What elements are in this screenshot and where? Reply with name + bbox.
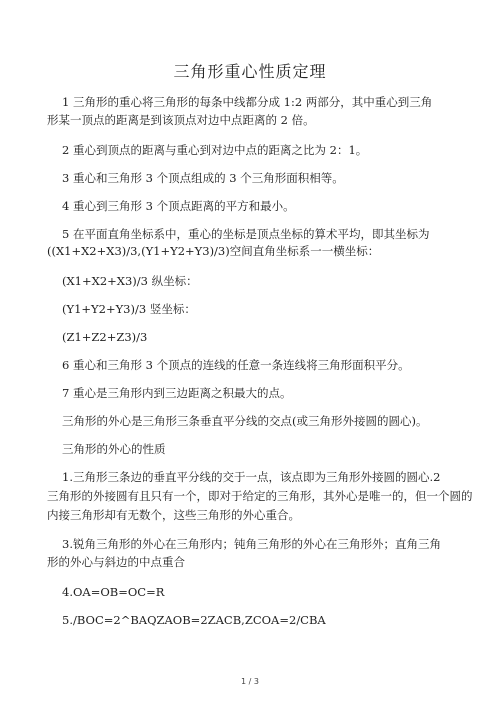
paragraph-line: (X1+X2+X3)/3 纵坐标：: [62, 274, 198, 288]
paragraph-line: 内接三角形却有无数个，这些三角形的外心重合。: [47, 508, 300, 522]
paragraph-line: 1.三角形三条边的垂直平分线的交于一点，该点即为三角形外接圆的圆心.2: [62, 470, 441, 484]
paragraph-line: 1 三角形的重心将三角形的每条中线都分成 1:2 两部分，其中重心到三角: [62, 95, 433, 109]
paragraph-line: 4.OA=OB=OC=R: [62, 585, 165, 599]
paragraph-line: 3 重心和三角形 3 个顶点组成的 3 个三角形面积相等。: [62, 171, 344, 185]
paragraph-line: 4 重心到三角形 3 个顶点距离的平方和最小。: [62, 199, 295, 213]
paragraph-line: 3.锐角三角形的外心在三角形内；钝角三角形的外心在三角形外；直角三角: [62, 537, 441, 551]
paragraph-line: 三角形的外接圆有且只有一个，即对于给定的三角形，其外心是唯一的，但一个圆的: [47, 489, 473, 503]
paragraph-line: 5 在平面直角坐标系中，重心的坐标是顶点坐标的算术平均，即其坐标为: [62, 227, 430, 241]
paragraph-line: 2 重心到顶点的距离与重心到对边中点的距离之比为 2：1。: [62, 143, 368, 157]
paragraph-line: (Z1+Z2+Z3)/3: [62, 330, 148, 344]
paragraph-line: 7 重心是三角形内到三边距离之积最大的点。: [62, 386, 292, 400]
paragraph-line: ((X1+X2+X3)/3,(Y1+Y2+Y3)/3)空间直角坐标系一一横坐标：: [47, 244, 380, 258]
paragraph-line: 形的外心与斜边的中点重合: [47, 555, 185, 569]
paragraph-line: (Y1+Y2+Y3)/3 竖坐标：: [62, 302, 196, 316]
paragraph-line: 5./BOC=2^BAQZAOB=2ZACB,ZCOA=2/CBA: [62, 613, 326, 627]
section-heading: 三角形的外心的性质: [62, 442, 166, 456]
paragraph-line: 三角形的外心是三角形三条垂直平分线的交点(或三角形外接圆的圆心)。: [62, 414, 428, 428]
paragraph-line: 6 重心和三角形 3 个顶点的连线的任意一条连线将三角形面积平分。: [62, 358, 410, 372]
page-number: 1 / 3: [241, 677, 259, 686]
paragraph-line: 形某一顶点的距离是到该顶点对边中点距离的 2 倍。: [47, 113, 315, 127]
page-title: 三角形重心性质定理: [173, 62, 327, 81]
